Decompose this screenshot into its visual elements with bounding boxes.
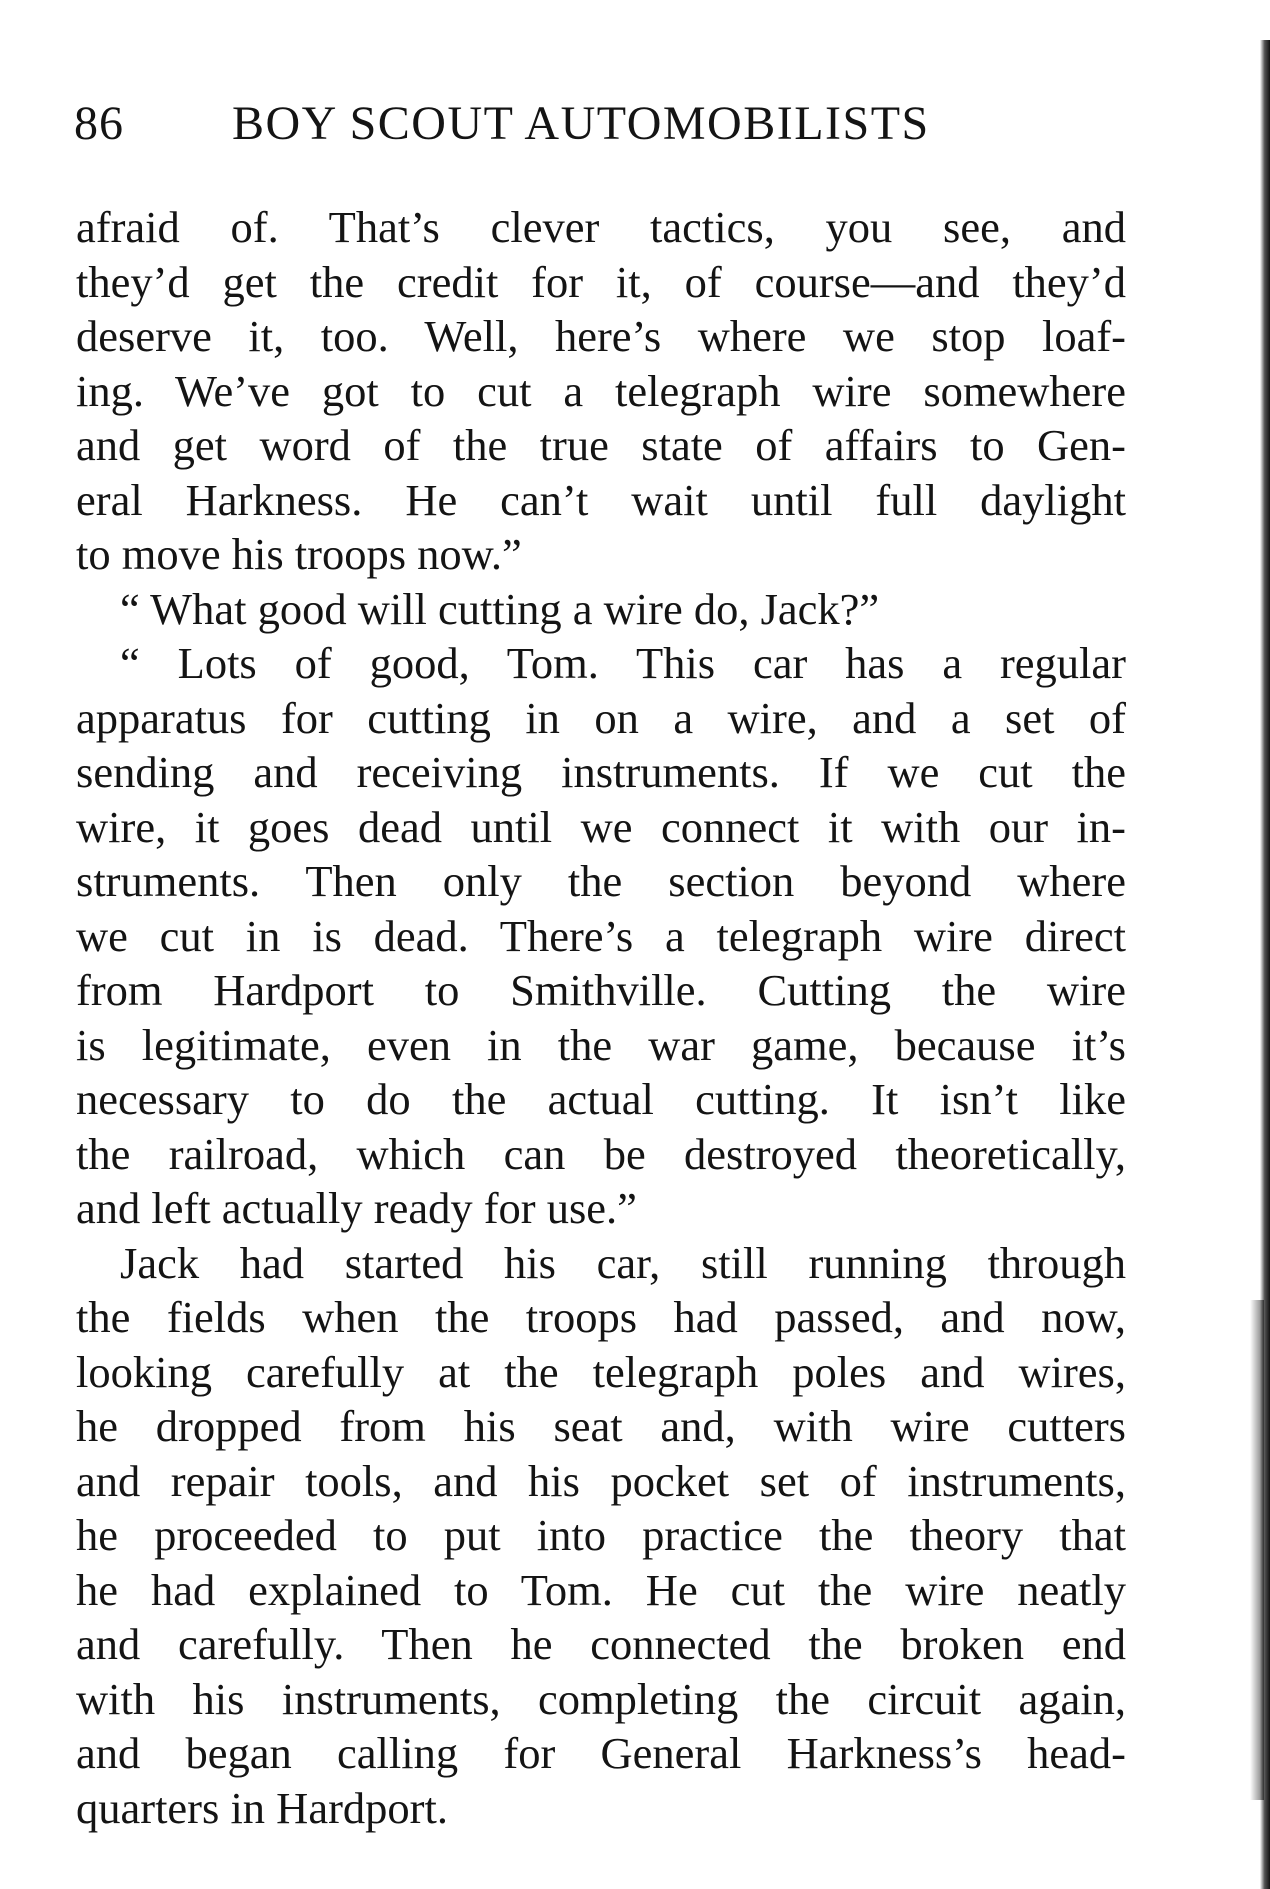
text-line: afraid of. That’s clever tactics, you see, and [76, 202, 1126, 252]
text-line: he had explained to Tom. He cut the wire neatly [76, 1564, 1126, 1615]
text-line: is legitimate, even in the war game, because it’s [76, 1019, 1126, 1070]
text-line: and carefully. Then he connected the broken end [76, 1619, 1126, 1669]
text-line: wire, it goes dead until we connect it with our in- [76, 801, 1126, 852]
text-line: apparatus for cutting in on a wire, and a set of [76, 692, 1126, 743]
text-line: sending and receiving instruments. If we cut the [76, 747, 1126, 797]
text-line: Jack had started his car, still running through [120, 1237, 1126, 1288]
text-line: the railroad, which can be destroyed theoretically, [76, 1128, 1126, 1179]
text-line: and repair tools, and his pocket set of instruments, [76, 1455, 1126, 1506]
text-line: eral Harkness. He can’t wait until full daylight [76, 474, 1126, 525]
body-text [76, 200, 1126, 1835]
text-line: ing. We’ve got to cut a telegraph wire somewhere [76, 365, 1126, 416]
text-line: to move his troops now.” [76, 529, 522, 579]
text-line: he proceeded to put into practice the theory that [76, 1510, 1126, 1560]
text-line: from Hardport to Smithville. Cutting the wire [76, 965, 1126, 1015]
text-line: looking carefully at the telegraph poles and wires, [76, 1346, 1126, 1397]
text-line: “ Lots of good, Tom. This car has a regular [120, 638, 1126, 688]
text-line: with his instruments, completing the circuit again, [76, 1673, 1126, 1724]
text-line: and left actually ready for use.” [76, 1183, 637, 1233]
text-line: and began calling for General Harkness’s head- [76, 1728, 1126, 1778]
text-line: necessary to do the actual cutting. It isn’t like [76, 1074, 1126, 1124]
text-line: he dropped from his seat and, with wire cutters [76, 1401, 1126, 1451]
text-line: they’d get the credit for it, of course—and they’d [76, 256, 1126, 307]
text-line: deserve it, too. Well, here’s where we stop loaf- [76, 311, 1126, 361]
page-number: 86 [74, 97, 124, 150]
page-header [72, 96, 1132, 166]
text-line: we cut in is dead. There’s a telegraph wire direct [76, 910, 1126, 961]
page-binding-shadow [1250, 1300, 1264, 1800]
text-line: “ What good will cutting a wire do, Jack?” [120, 583, 880, 634]
text-line: the fields when the troops had passed, and now, [76, 1292, 1126, 1342]
running-head: BOY SCOUT AUTOMOBILISTS [232, 97, 930, 150]
text-line: quarters in Hardport. [76, 1782, 448, 1833]
text-line: and get word of the true state of affairs to Gen- [76, 420, 1126, 470]
text-line: struments. Then only the section beyond where [76, 856, 1126, 906]
